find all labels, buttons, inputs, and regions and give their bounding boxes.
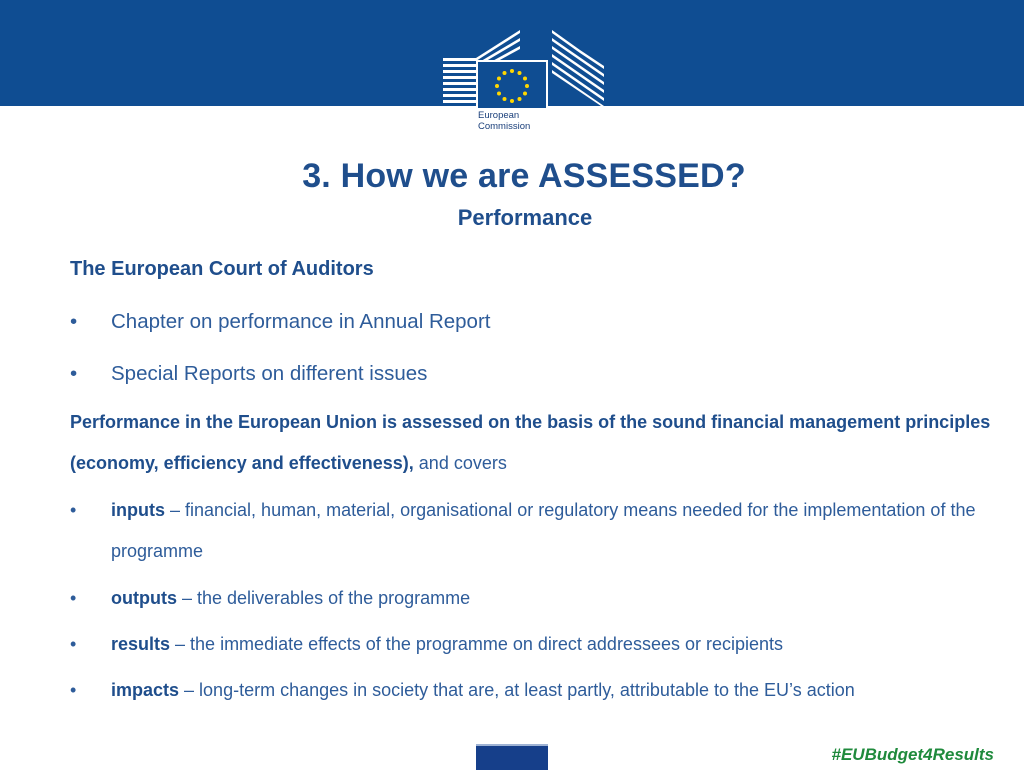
bullet-icon: • (70, 362, 78, 385)
bullet-icon: • (70, 588, 77, 608)
item-text (111, 624, 991, 665)
logo-wordmark (478, 110, 550, 132)
slide-title: 3. How we are ASSESSED? (302, 157, 746, 195)
hashtag-label: #EUBudget4Results (831, 745, 994, 764)
item-desc: – long-term changes in society that are, at least partly, attributable to the EU’s action (179, 680, 855, 700)
eu-flag-icon (476, 744, 548, 770)
section-heading: The European Court of Auditors (70, 258, 374, 280)
item-text (111, 578, 991, 619)
item-text (111, 490, 991, 572)
paragraph-text: and covers (413, 453, 507, 473)
item-desc: – the immediate effects of the programme on direct addressees or recipients (170, 634, 784, 654)
bullet-text: Chapter on performance in Annual Report (111, 310, 491, 333)
item-term: inputs (111, 500, 165, 520)
item-term: impacts (111, 680, 180, 700)
bullet-icon: • (70, 500, 77, 520)
logo-line-2: Commission (478, 121, 531, 132)
bullet-icon: • (70, 310, 78, 333)
bullet-icon: • (70, 680, 77, 700)
bullet-icon: • (70, 634, 77, 654)
bullet-text: Special Reports on different issues (111, 362, 428, 385)
item-desc: – the deliverables of the programme (176, 588, 471, 608)
slide-subtitle: Performance (457, 205, 593, 230)
item-desc: – financial, human, material, organisational or regulatory means needed for the implementation of the programme (111, 500, 976, 561)
item-term: results (111, 634, 171, 654)
paragraph-bold-text: Performance in the European Union is assessed on the basis of the sound financial management principles (economy, efficiency and effectiveness), (70, 412, 991, 473)
item-text (111, 670, 991, 711)
logo-line-1: European (478, 110, 520, 121)
performance-paragraph (70, 402, 1000, 484)
item-term: outputs (111, 588, 177, 608)
